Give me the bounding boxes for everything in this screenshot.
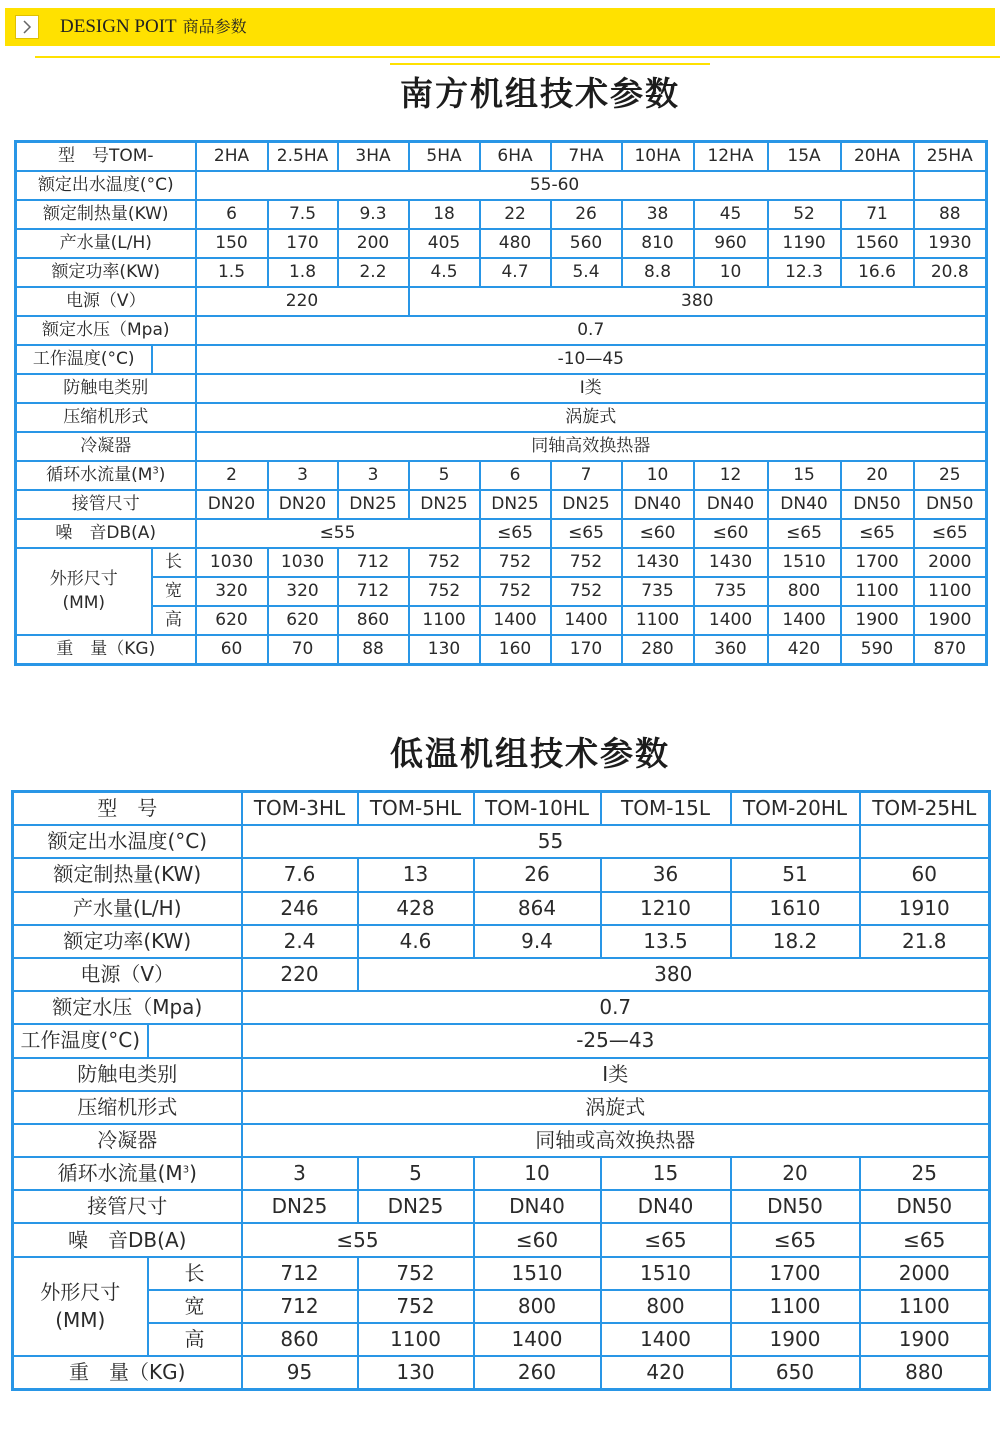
empty-cell	[152, 345, 196, 374]
model-header-cell: 2.5HA	[268, 142, 338, 172]
table-row	[13, 1257, 990, 1290]
table-row	[16, 374, 987, 403]
table-row	[16, 548, 987, 577]
condenser-cell: 同轴高效换热器	[196, 432, 987, 461]
noise-cell: ≤65	[860, 1223, 990, 1256]
flow-cell: 3	[242, 1157, 358, 1190]
dimensions-unit: (MM)	[62, 592, 106, 613]
compressor-cell: 涡旋式	[242, 1091, 990, 1124]
table-row	[16, 258, 987, 287]
header-title	[60, 17, 247, 37]
water-cell: 560	[551, 229, 622, 258]
pipe-cell: DN25	[551, 490, 622, 519]
row-label-work-temp: 工作温度(°C)	[13, 1024, 148, 1057]
heat-cell: 60	[860, 858, 990, 891]
table-row	[13, 1223, 990, 1256]
flow-cell: 7	[551, 461, 622, 490]
weight-cell: 60	[196, 635, 268, 665]
work-temp-cell: -25—43	[242, 1024, 990, 1057]
row-label-heat: 额定制热量(KW)	[13, 858, 242, 891]
dimensions-label: 外形尺寸	[40, 1280, 121, 1305]
flow-label-end: )	[158, 465, 166, 485]
noise-cell: ≤60	[622, 519, 694, 548]
weight-cell: 870	[914, 635, 987, 665]
row-label-weight: 重 量（KG)	[13, 1356, 242, 1390]
table-row	[16, 229, 987, 258]
dim-hgt-cell: 1900	[841, 606, 914, 635]
heat-cell: 22	[480, 200, 551, 229]
row-label-water: 产水量(L/H)	[16, 229, 196, 258]
dim-len-cell: 752	[480, 548, 551, 577]
row-label-condenser: 冷凝器	[16, 432, 196, 461]
dim-hgt-cell: 860	[242, 1323, 358, 1356]
model-header-cell: 15A	[768, 142, 841, 172]
model-header-cell: 20HA	[841, 142, 914, 172]
power-cell: 4.7	[480, 258, 551, 287]
dim-wid-cell: 800	[474, 1290, 601, 1323]
row-label-compressor: 压缩机形式	[13, 1091, 242, 1124]
outlet-temp-cell: 55	[242, 825, 860, 858]
flow-label-end: )	[189, 1161, 197, 1186]
noise-cell: ≤65	[551, 519, 622, 548]
dim-wid-cell: 320	[196, 577, 268, 606]
row-label-pressure: 额定水压（Mpa)	[13, 991, 242, 1024]
dim-len-cell: 1700	[731, 1257, 860, 1290]
model-header-cell: TOM-5HL	[358, 792, 474, 826]
model-label: 型 号TOM-	[16, 142, 196, 172]
weight-cell: 88	[338, 635, 409, 665]
dim-len-cell: 712	[338, 548, 409, 577]
model-header-cell: 2HA	[196, 142, 268, 172]
model-header-cell: 10HA	[622, 142, 694, 172]
dim-wid-cell: 752	[551, 577, 622, 606]
pipe-cell: DN40	[474, 1190, 601, 1223]
water-cell: 1190	[768, 229, 841, 258]
flow-cell: 2	[196, 461, 268, 490]
pipe-cell: DN50	[860, 1190, 990, 1223]
noise-cell: ≤65	[601, 1223, 731, 1256]
pressure-cell: 0.7	[242, 991, 990, 1024]
row-label-outlet-temp: 额定出水温度(°C)	[13, 825, 242, 858]
model-header-cell: 3HA	[338, 142, 409, 172]
power-cell: 5.4	[551, 258, 622, 287]
table-row	[13, 1091, 990, 1124]
table-row	[16, 635, 987, 665]
noise-cell: ≤65	[768, 519, 841, 548]
model-label: 型 号	[13, 792, 242, 826]
row-label-dimensions	[16, 548, 152, 635]
dim-wid-cell: 752	[409, 577, 480, 606]
power-cell: 4.6	[358, 925, 474, 958]
dim-wid-cell: 735	[694, 577, 768, 606]
table-row	[16, 345, 987, 374]
power-cell: 12.3	[768, 258, 841, 287]
row-label-supply: 电源（V）	[13, 958, 242, 991]
table-row	[13, 925, 990, 958]
dim-hgt-cell: 1900	[731, 1323, 860, 1356]
weight-cell: 95	[242, 1356, 358, 1390]
water-cell: 246	[242, 892, 358, 925]
chevron-right-icon	[15, 15, 39, 39]
water-cell: 150	[196, 229, 268, 258]
table-row	[13, 1290, 990, 1323]
dim-sublabel-wid: 宽	[148, 1290, 242, 1323]
dim-hgt-cell: 1100	[622, 606, 694, 635]
table-row	[16, 577, 987, 606]
water-cell: 960	[694, 229, 768, 258]
row-label-pipe: 接管尺寸	[16, 490, 196, 519]
dim-len-cell: 1510	[601, 1257, 731, 1290]
table-row	[16, 490, 987, 519]
weight-cell: 170	[551, 635, 622, 665]
table-row	[13, 1058, 990, 1091]
dim-wid-cell: 800	[768, 577, 841, 606]
table-row	[13, 1190, 990, 1223]
row-label-water: 产水量(L/H)	[13, 892, 242, 925]
pressure-cell: 0.7	[196, 316, 987, 345]
dim-sublabel-len: 长	[152, 548, 196, 577]
flow-label-text: 循环水流量(M	[46, 465, 153, 485]
table-row	[16, 200, 987, 229]
water-cell: 810	[622, 229, 694, 258]
table-row	[16, 519, 987, 548]
table-row	[13, 1323, 990, 1356]
model-header-cell: TOM-25HL	[860, 792, 990, 826]
weight-cell: 130	[358, 1356, 474, 1390]
dim-hgt-cell: 1100	[409, 606, 480, 635]
compressor-cell: 涡旋式	[196, 403, 987, 432]
row-label-work-temp: 工作温度(°C)	[16, 345, 152, 374]
dim-sublabel-hgt: 高	[148, 1323, 242, 1356]
header-banner	[5, 8, 995, 46]
table-row	[16, 287, 987, 316]
flow-cell: 6	[480, 461, 551, 490]
dim-wid-cell: 712	[242, 1290, 358, 1323]
dim-len-cell: 1430	[694, 548, 768, 577]
title-accent-line	[390, 63, 710, 65]
table-row	[16, 432, 987, 461]
header-title-en: DESIGN POIT	[60, 16, 177, 37]
pipe-cell: DN25	[338, 490, 409, 519]
weight-cell: 650	[731, 1356, 860, 1390]
header-title-cn: 商品参数	[182, 17, 247, 36]
heat-cell: 18	[409, 200, 480, 229]
row-label-compressor: 压缩机形式	[16, 403, 196, 432]
water-cell: 1930	[914, 229, 987, 258]
power-cell: 2.2	[338, 258, 409, 287]
table-row	[13, 825, 990, 858]
dim-len-cell: 1510	[768, 548, 841, 577]
table-row	[13, 1024, 990, 1057]
flow-cell: 3	[268, 461, 338, 490]
power-cell: 20.8	[914, 258, 987, 287]
pipe-cell: DN50	[731, 1190, 860, 1223]
heat-cell: 9.3	[338, 200, 409, 229]
weight-cell: 160	[480, 635, 551, 665]
power-cell: 16.6	[841, 258, 914, 287]
supply-cell: 380	[358, 958, 990, 991]
heat-cell: 6	[196, 200, 268, 229]
shock-cell: I类	[196, 374, 987, 403]
row-label-condenser: 冷凝器	[13, 1124, 242, 1157]
dim-len-cell: 712	[242, 1257, 358, 1290]
dim-wid-cell: 1100	[731, 1290, 860, 1323]
noise-cell: ≤65	[914, 519, 987, 548]
flow-label-sup: 3	[152, 465, 159, 477]
empty-cell	[914, 171, 987, 200]
water-cell: 170	[268, 229, 338, 258]
heat-cell: 26	[474, 858, 601, 891]
supply-cell: 380	[409, 287, 987, 316]
heat-cell: 45	[694, 200, 768, 229]
dim-len-cell: 2000	[860, 1257, 990, 1290]
heat-cell: 7.5	[268, 200, 338, 229]
dim-wid-cell: 800	[601, 1290, 731, 1323]
pipe-cell: DN40	[694, 490, 768, 519]
row-label-weight: 重 量（KG)	[16, 635, 196, 665]
weight-cell: 590	[841, 635, 914, 665]
flow-cell: 15	[601, 1157, 731, 1190]
dim-wid-cell: 1100	[860, 1290, 990, 1323]
heat-cell: 36	[601, 858, 731, 891]
dim-wid-cell: 320	[268, 577, 338, 606]
power-cell: 2.4	[242, 925, 358, 958]
power-cell: 8.8	[622, 258, 694, 287]
table-row	[13, 1124, 990, 1157]
water-cell: 200	[338, 229, 409, 258]
table-row	[13, 892, 990, 925]
flow-cell: 12	[694, 461, 768, 490]
weight-cell: 260	[474, 1356, 601, 1390]
dim-hgt-cell: 1400	[480, 606, 551, 635]
dim-hgt-cell: 1400	[694, 606, 768, 635]
dim-len-cell: 752	[358, 1257, 474, 1290]
table-row	[16, 171, 987, 200]
dim-wid-cell: 712	[338, 577, 409, 606]
noise-cell: ≤55	[196, 519, 480, 548]
model-header-cell: TOM-3HL	[242, 792, 358, 826]
water-cell: 864	[474, 892, 601, 925]
dim-hgt-cell: 1900	[914, 606, 987, 635]
empty-cell	[860, 825, 990, 858]
row-label-power: 额定功率(KW)	[16, 258, 196, 287]
dimensions-label: 外形尺寸	[49, 568, 118, 589]
dim-hgt-cell: 620	[196, 606, 268, 635]
supply-cell: 220	[242, 958, 358, 991]
row-label-heat: 额定制热量(KW)	[16, 200, 196, 229]
pipe-cell: DN20	[196, 490, 268, 519]
noise-cell: ≤60	[694, 519, 768, 548]
row-label-pipe: 接管尺寸	[13, 1190, 242, 1223]
dim-wid-cell: 735	[622, 577, 694, 606]
south-spec-table	[14, 140, 988, 666]
pipe-cell: DN50	[841, 490, 914, 519]
dim-sublabel-len: 长	[148, 1257, 242, 1290]
pipe-cell: DN50	[914, 490, 987, 519]
dim-hgt-cell: 1400	[551, 606, 622, 635]
pipe-cell: DN40	[601, 1190, 731, 1223]
model-header-cell: TOM-15L	[601, 792, 731, 826]
water-cell: 1610	[731, 892, 860, 925]
weight-cell: 130	[409, 635, 480, 665]
weight-cell: 70	[268, 635, 338, 665]
row-label-dimensions	[13, 1257, 148, 1357]
power-cell: 13.5	[601, 925, 731, 958]
flow-cell: 20	[731, 1157, 860, 1190]
power-cell: 18.2	[731, 925, 860, 958]
power-cell: 1.8	[268, 258, 338, 287]
power-cell: 10	[694, 258, 768, 287]
row-label-shock: 防触电类别	[13, 1058, 242, 1091]
row-label-flow	[16, 461, 196, 490]
pipe-cell: DN25	[242, 1190, 358, 1223]
flow-cell: 25	[860, 1157, 990, 1190]
model-header-cell: TOM-10HL	[474, 792, 601, 826]
row-label-supply: 电源（V）	[16, 287, 196, 316]
row-label-pressure: 额定水压（Mpa)	[16, 316, 196, 345]
low-section-title: 低温机组技术参数	[390, 734, 670, 773]
heat-cell: 38	[622, 200, 694, 229]
low-spec-table	[11, 790, 991, 1391]
pipe-cell: DN25	[480, 490, 551, 519]
table-row	[16, 142, 987, 172]
heat-cell: 7.6	[242, 858, 358, 891]
dim-sublabel-hgt: 高	[152, 606, 196, 635]
outlet-temp-cell: 55-60	[196, 171, 914, 200]
table-row	[13, 858, 990, 891]
dim-hgt-cell: 1100	[358, 1323, 474, 1356]
table-row	[13, 958, 990, 991]
power-cell: 21.8	[860, 925, 990, 958]
row-label-noise: 噪 音DB(A)	[13, 1223, 242, 1256]
noise-cell: ≤55	[242, 1223, 474, 1256]
flow-cell: 10	[622, 461, 694, 490]
shock-cell: I类	[242, 1058, 990, 1091]
dim-hgt-cell: 620	[268, 606, 338, 635]
water-cell: 1910	[860, 892, 990, 925]
dim-len-cell: 1510	[474, 1257, 601, 1290]
dimensions-unit: (MM)	[55, 1308, 106, 1333]
model-header-cell: 12HA	[694, 142, 768, 172]
weight-cell: 360	[694, 635, 768, 665]
pipe-cell: DN40	[768, 490, 841, 519]
heat-cell: 88	[914, 200, 987, 229]
dim-wid-cell: 1100	[914, 577, 987, 606]
dim-len-cell: 1430	[622, 548, 694, 577]
heat-cell: 13	[358, 858, 474, 891]
table-row	[16, 461, 987, 490]
pipe-cell: DN40	[622, 490, 694, 519]
row-label-flow	[13, 1157, 242, 1190]
model-header-cell: 5HA	[409, 142, 480, 172]
power-cell: 4.5	[409, 258, 480, 287]
table-row	[13, 792, 990, 826]
dim-hgt-cell: 1900	[860, 1323, 990, 1356]
dim-hgt-cell: 1400	[474, 1323, 601, 1356]
model-header-cell: 25HA	[914, 142, 987, 172]
row-label-outlet-temp: 额定出水温度(°C)	[16, 171, 196, 200]
dim-wid-cell: 752	[480, 577, 551, 606]
noise-cell: ≤65	[841, 519, 914, 548]
water-cell: 428	[358, 892, 474, 925]
flow-cell: 5	[409, 461, 480, 490]
dim-hgt-cell: 860	[338, 606, 409, 635]
dim-len-cell: 2000	[914, 548, 987, 577]
flow-cell: 3	[338, 461, 409, 490]
model-header-cell: 7HA	[551, 142, 622, 172]
flow-label-sup: 3	[182, 1164, 190, 1176]
noise-cell: ≤65	[480, 519, 551, 548]
weight-cell: 420	[601, 1356, 731, 1390]
table-row	[16, 316, 987, 345]
weight-cell: 880	[860, 1356, 990, 1390]
supply-cell: 220	[196, 287, 409, 316]
table-row	[16, 606, 987, 635]
model-header-cell: TOM-20HL	[731, 792, 860, 826]
flow-cell: 5	[358, 1157, 474, 1190]
dim-len-cell: 752	[409, 548, 480, 577]
water-cell: 480	[480, 229, 551, 258]
heat-cell: 71	[841, 200, 914, 229]
flow-label-text: 循环水流量(M	[57, 1161, 183, 1186]
heat-cell: 52	[768, 200, 841, 229]
heat-cell: 26	[551, 200, 622, 229]
table-row	[13, 991, 990, 1024]
flow-cell: 15	[768, 461, 841, 490]
heat-cell: 51	[731, 858, 860, 891]
dim-len-cell: 1030	[268, 548, 338, 577]
empty-cell	[148, 1024, 242, 1057]
row-label-shock: 防触电类别	[16, 374, 196, 403]
pipe-cell: DN20	[268, 490, 338, 519]
dim-hgt-cell: 1400	[601, 1323, 731, 1356]
power-cell: 1.5	[196, 258, 268, 287]
row-label-noise: 噪 音DB(A)	[16, 519, 196, 548]
header-underline	[35, 56, 1000, 58]
power-cell: 9.4	[474, 925, 601, 958]
dim-len-cell: 752	[551, 548, 622, 577]
water-cell: 1560	[841, 229, 914, 258]
noise-cell: ≤60	[474, 1223, 601, 1256]
row-label-power: 额定功率(KW)	[13, 925, 242, 958]
condenser-cell: 同轴或高效换热器	[242, 1124, 990, 1157]
dim-len-cell: 1700	[841, 548, 914, 577]
flow-cell: 20	[841, 461, 914, 490]
table-row	[13, 1356, 990, 1390]
work-temp-cell: -10—45	[196, 345, 987, 374]
model-header-cell: 6HA	[480, 142, 551, 172]
table-row	[13, 1157, 990, 1190]
pipe-cell: DN25	[409, 490, 480, 519]
dim-hgt-cell: 1400	[768, 606, 841, 635]
flow-cell: 25	[914, 461, 987, 490]
flow-cell: 10	[474, 1157, 601, 1190]
water-cell: 405	[409, 229, 480, 258]
dim-wid-cell: 752	[358, 1290, 474, 1323]
dim-wid-cell: 1100	[841, 577, 914, 606]
water-cell: 1210	[601, 892, 731, 925]
weight-cell: 280	[622, 635, 694, 665]
south-section-title: 南方机组技术参数	[400, 74, 680, 113]
pipe-cell: DN25	[358, 1190, 474, 1223]
weight-cell: 420	[768, 635, 841, 665]
table-row	[16, 403, 987, 432]
dim-len-cell: 1030	[196, 548, 268, 577]
noise-cell: ≤65	[731, 1223, 860, 1256]
dim-sublabel-wid: 宽	[152, 577, 196, 606]
